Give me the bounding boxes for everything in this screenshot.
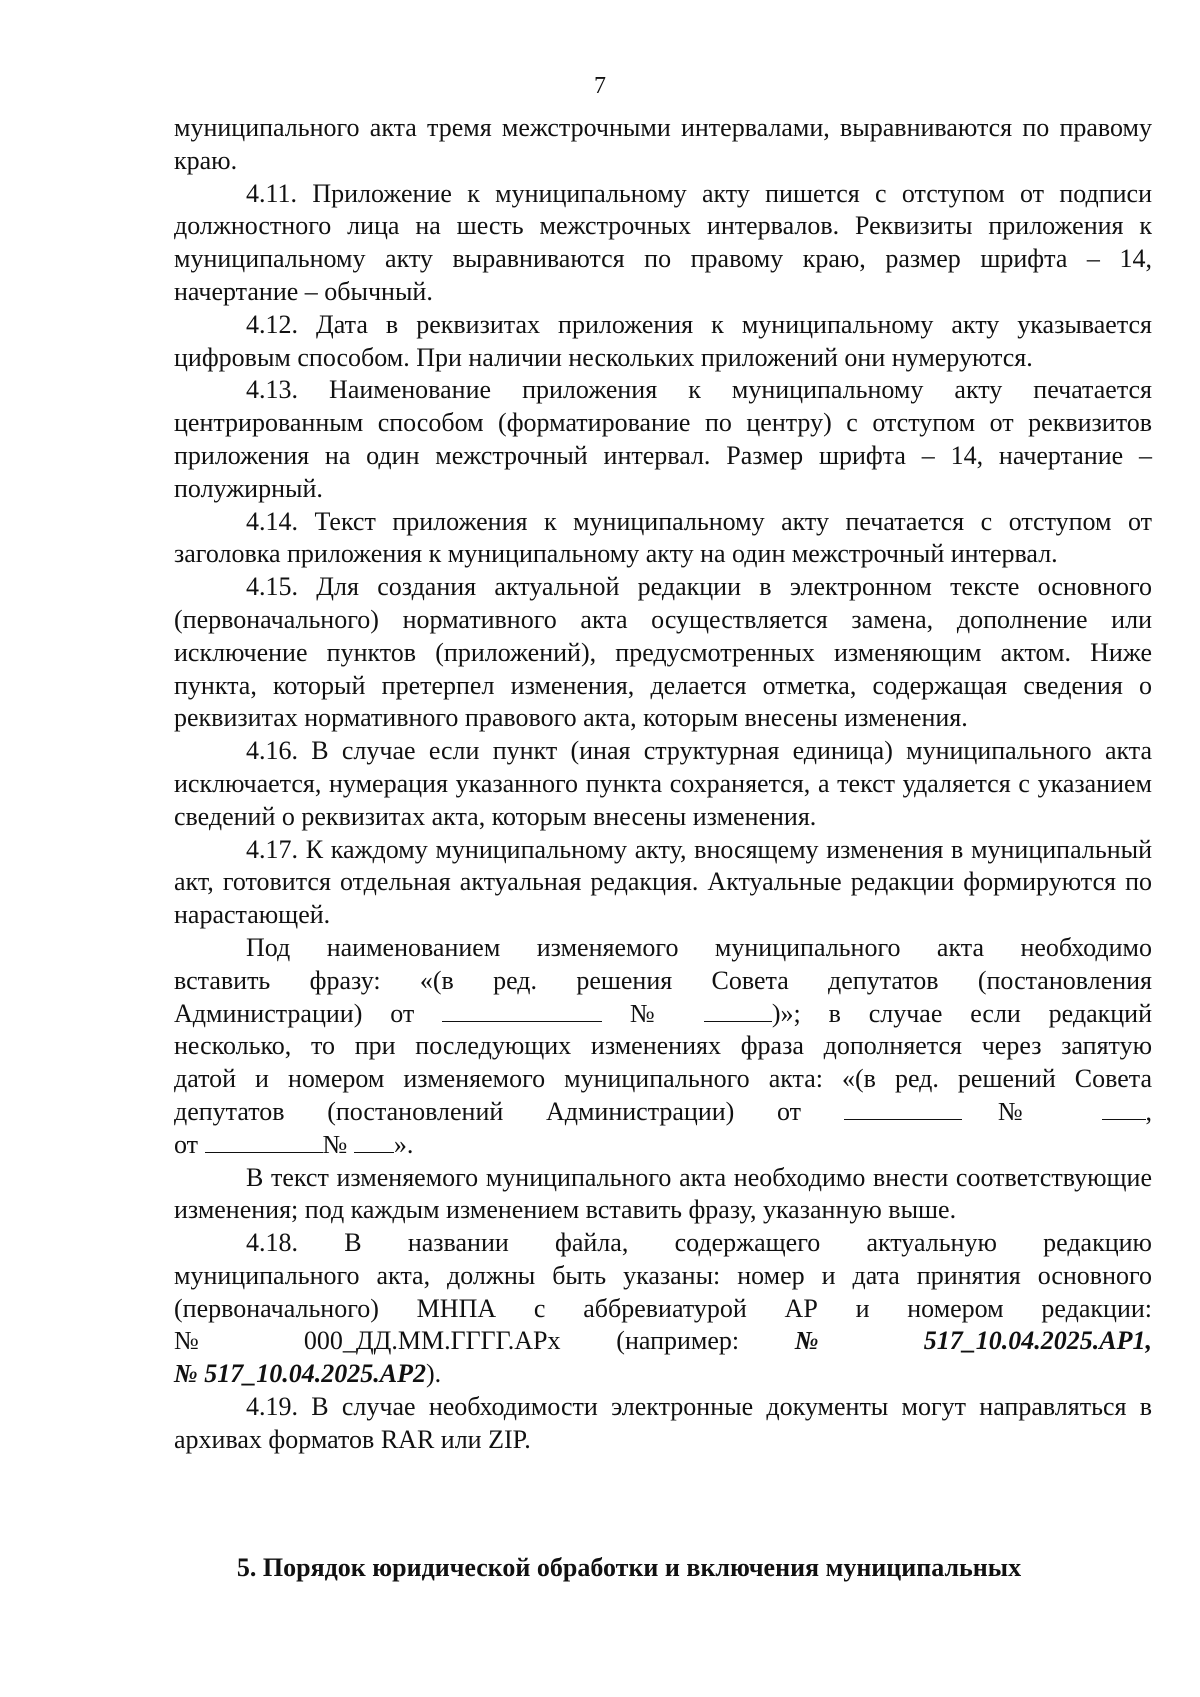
text-line: несколько, то при последующих изменениях фраза дополняется через запятую [174,1031,1152,1061]
text-fragment: депутатов (постановлений Администрации) от [174,1096,801,1126]
text-line-file-example [174,1325,1152,1358]
date-blank [844,1097,962,1120]
date-blank [442,999,602,1022]
text-line-with-blanks [174,1129,1152,1162]
number-blank [1102,1097,1146,1120]
paragraph-4-15: 4.15. Для создания актуальной редакции в электронном тексте основного (первоначального) нормативного акта осуществляется замена, дополнение или исключение пунктов (приложений), предусмотренных изменяющим актом. Ниже пункта, который претерпел изменения, делается отметка, содержащая сведения о реквизитах нормативного правового акта, которым внесены изменения. [174,572,1152,733]
number-sign: № [629,998,677,1028]
date-blank [205,1130,323,1153]
text-line: датой и номером изменяемого муниципального акта: «(в ред. решений Совета [174,1064,1152,1094]
document-body [174,112,1152,1457]
paragraph-4-13: 4.13. Наименование приложения к муниципальному акту печатается центрированным способом (форматирование по центру) с отступом от реквизитов приложения на один межстрочный интервал. Размер шрифта – 14, начертание – полужирный. [174,375,1152,503]
text-fragment: ). [426,1359,442,1389]
number-sign: № [322,1129,348,1159]
text-fragment: )»; в случае если редакций [771,998,1153,1028]
text-line-file-example [174,1358,1152,1391]
text-line-with-blanks [174,1096,1152,1129]
file-name-example: 517_10.04.2025.АР1, [923,1326,1152,1356]
text-fragment: ». [393,1129,414,1159]
number-sign: № [961,1096,1059,1126]
paragraph-insert-changes: В текст изменяемого муниципального акта необходимо внести соответствующие изменения; под каждым изменением вставить фразу, указанную выше. [174,1162,1152,1225]
text-fragment: (например: [616,1326,740,1356]
text-line: Под наименованием изменяемого муниципального акта необходимо [246,932,1152,962]
page-number: 7 [594,73,606,99]
text-line-with-blanks [174,998,1152,1031]
text-fragment: от [174,1129,199,1159]
text-fragment: Администрации) от [174,998,415,1028]
paragraph-4-14: 4.14. Текст приложения к муниципальному акту печатается с отступом от заголовка приложения к муниципальному акту на один межстрочный интервал. [174,506,1152,569]
number-blank [704,999,772,1022]
paragraph-insert-phrase [174,932,1152,1162]
paragraph-4-17: 4.17. К каждому муниципальному акту, вносящему изменения в муниципальный акт, готовится отдельная актуальная редакция. Актуальные редакции формируются по нарастающей. [174,834,1152,930]
file-name-template: № 000_ДД.ММ.ГГГГ.АРх [174,1326,561,1356]
paragraph-continuation: муниципального акта тремя межстрочными интервалами, выравниваются по правому краю. [174,113,1152,175]
text-fragment: , [1145,1096,1152,1126]
text-line: вставить фразу: «(в ред. решения Совета депутатов (постановления [174,965,1152,995]
text-line: муниципального акта, должны быть указаны: номер и дата принятия основного [174,1260,1152,1290]
text-line: (первоначального) МНПА с аббревиатурой АР и номером редакции: [174,1293,1152,1323]
paragraph-4-16: 4.16. В случае если пункт (иная структурная единица) муниципального акта исключается, нумерация указанного пункта сохраняется, а текст удаляется с указанием сведений о реквизитах акта, которым внесены изменения. [174,736,1152,831]
text-line: 4.18. В названии файла, содержащего актуальную редакцию [246,1228,1152,1258]
file-name-example: № 517_10.04.2025.АР2 [174,1359,427,1389]
paragraph-4-11: 4.11. Приложение к муниципальному акту пишется с отступом от подписи должностного лица на шесть межстрочных интервалов. Реквизиты приложения к муниципальному акту выравниваются по правому краю, размер шрифта – 14, начертание – обычный. [174,178,1152,306]
section-heading: 5. Порядок юридической обработки и включения муниципальных [236,1553,1022,1582]
paragraph-4-18 [174,1227,1152,1391]
paragraph-4-19: 4.19. В случае необходимости электронные документы могут направляться в архивах форматов RAR или ZIP. [174,1392,1152,1454]
number-blank [354,1130,394,1153]
paragraph-4-12: 4.12. Дата в реквизитах приложения к муниципальному акту указывается цифровым способом. При наличии нескольких приложений они нумеруются. [174,309,1152,372]
number-sign: № [794,1326,868,1356]
